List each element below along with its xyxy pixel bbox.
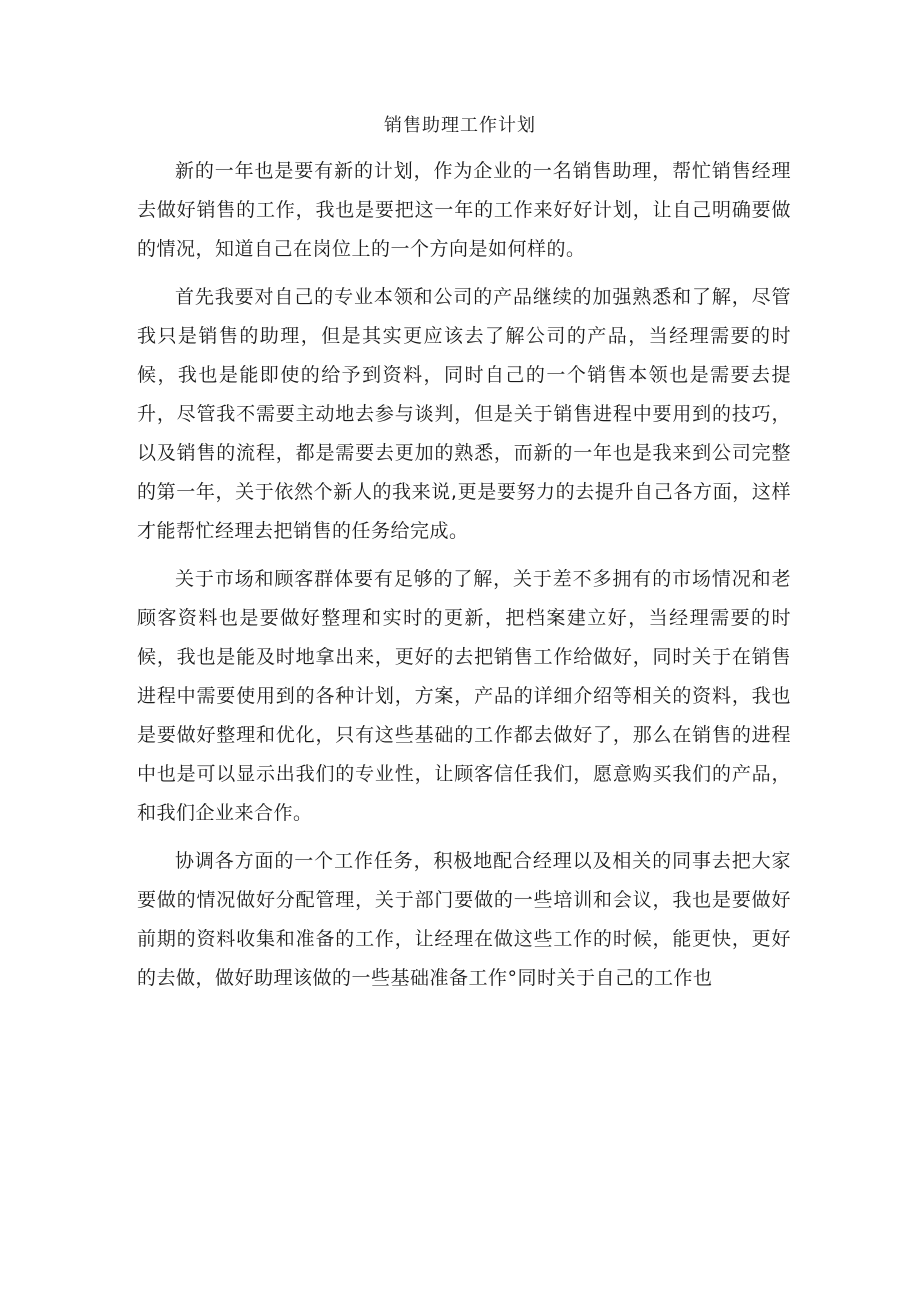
document-title: 销售助理工作计划	[384, 115, 536, 136]
paragraph-4: 协调各方面的一个工作任务，积极地配合经理以及相关的同事去把大家要做的情况做好分配管理，关于部门要做的一些培训和会议，我也是要做好前期的资料收集和准备的工作，让经理在做这些工作的时候，能更快，更好的去做，做好助理该做的一些基础准备工作°同时关于自己的工作也	[137, 850, 791, 989]
paragraph-3: 关于市场和顾客群体要有足够的了解，关于差不多拥有的市场情况和老顾客资料也是要做好整理和实时的更新，把档案建立好，当经理需要的时候，我也是能及时地拿出来，更好的去把销售工作给做好，同时关于在销售进程中需要使用到的各种计划，方案，产品的详细介绍等相关的资料，我也是要做好整理和优化，只有这些基础的工作都去做好了，那么在销售的进程中也是可以显示出我们的专业性，让顾客信任我们，愿意购买我们的产品，和我们企业来合作。	[137, 568, 791, 824]
paragraph-2: 首先我要对自己的专业本领和公司的产品继续的加强熟悉和了解，尽管我只是销售的助理，但是其实更应该去了解公司的产品，当经理需要的时候，我也是能即使的给予到资料，同时自己的一个销售本领也是需要去提升，尽管我不需要主动地去参与谈判，但是关于销售进程中要用到的技巧，以及销售的流程，都是需要去更加的熟悉，而新的一年也是我来到公司完整的第一年，关于依然个新人的我来说,更是要努力的去提升自己各方面，这样才能帮忙经理去把销售的任务给完成。	[137, 286, 791, 542]
document-body	[137, 152, 791, 1007]
paragraph-1: 新的一年也是要有新的计划，作为企业的一名销售助理，帮忙销售经理去做好销售的工作，我也是要把这一年的工作来好好计划，让自己明确要做的情况，知道自己在岗位上的一个方向是如何样的。	[137, 160, 791, 260]
